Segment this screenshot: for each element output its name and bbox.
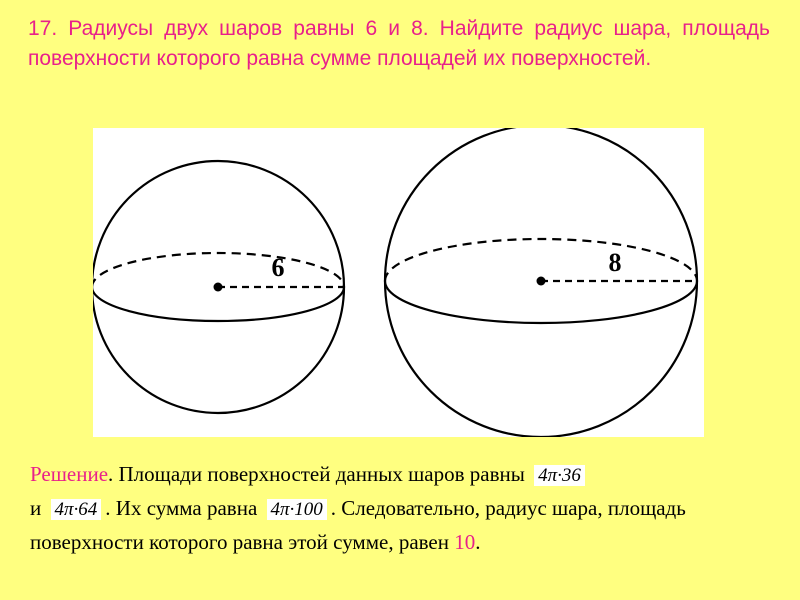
formula-1: 4π·36 bbox=[534, 465, 585, 486]
solution-label: Решение bbox=[30, 462, 109, 486]
solution-part1: . Площади поверхностей данных шаров равны bbox=[108, 462, 525, 486]
formula-3: 4π·100 bbox=[267, 499, 327, 520]
spheres-figure bbox=[93, 128, 704, 437]
large-sphere bbox=[385, 128, 697, 437]
large-sphere-radius-label: 8 bbox=[608, 248, 622, 277]
small-sphere bbox=[93, 161, 344, 413]
solution-part3: . Следовательно, радиус шара, площадь поверхности которого равна этой сумме, равен bbox=[30, 496, 686, 554]
small-sphere-radius-label: 6 bbox=[271, 253, 285, 282]
and-word: и bbox=[30, 496, 42, 520]
problem-statement: 17. Радиусы двух шаров равны 6 и 8. Найдите радиус шара, площадь поверхности которого равна сумме площадей их поверхностей. bbox=[28, 17, 770, 70]
answer: 10 bbox=[454, 530, 476, 554]
formula-2: 4π·64 bbox=[51, 499, 102, 520]
solution-text bbox=[30, 458, 775, 559]
answer-period: . bbox=[475, 530, 481, 554]
solution-part2: . Их сумма равна bbox=[105, 496, 258, 520]
